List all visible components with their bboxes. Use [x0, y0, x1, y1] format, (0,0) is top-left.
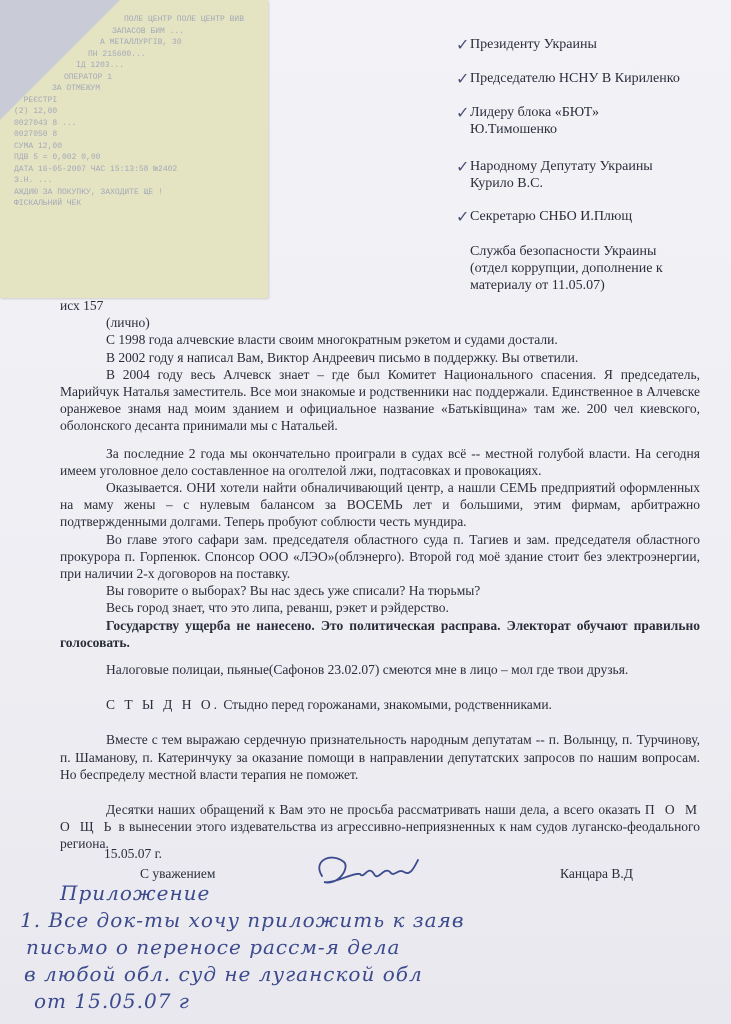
receipt-line: ЗА ОТМЕЖУМ — [52, 84, 101, 93]
receipt-line: 0027043 8 ... — [14, 118, 77, 128]
paragraph-3: В 2004 году весь Алчевск знает – где был Комитет Национального спасения. Я председатель, Марийчук Наталья заместитель. Все мои знакомые и родственники нас поддержали. Единственное в Алчевске оранжевое знамя над моим зданием и официальное название «Батьківщина» там же. 200 чел киевского, оболонского десанта принимали мы с Натальей. — [60, 366, 700, 434]
handwritten-note — [20, 880, 720, 1015]
recipient-snbo — [456, 207, 633, 226]
personal-mark: (лично) — [106, 315, 150, 331]
paragraph-1: С 1998 года алчевские власти своим многократным рэкетом и судами достали. — [106, 332, 558, 348]
handwritten-line: от 15.05.07 г — [34, 989, 190, 1013]
recipient-line-2: Ю.Тимошенко — [470, 122, 558, 137]
receipt-line: АЖДИЮ ЗА ПОКУПКУ, ЗАХОДИТЕ ЩЕ ! — [14, 187, 163, 197]
recipient-line-3: материалу от 11.05.07) — [470, 278, 605, 293]
recipient-byut — [456, 103, 599, 138]
receipt-line: 0027050 8 — [14, 130, 58, 139]
paragraph-8: Весь город знает, что это липа, реванш, рэкет и рэйдерство. — [106, 600, 449, 616]
receipt-line: З.Н. ... — [14, 176, 53, 185]
recipient-line-2: Курило В.С. — [470, 176, 543, 191]
checkmark-icon: ✓ — [456, 69, 470, 88]
paragraph-11 — [60, 696, 700, 713]
receipt-line: ПОЛЕ ЦЕНТР ПОЛЕ ЦЕНТР ВИВ — [124, 15, 245, 24]
handwritten-line: письмо о переносе рассм-я дела — [26, 935, 401, 959]
paragraph-13-b: в вынесении этого издевательства из агрессивно-неприязненных к нам судов луганско-феодального региона. — [60, 819, 700, 852]
receipt-folded-corner — [0, 0, 120, 120]
checkmark-icon: ✓ — [456, 207, 470, 226]
regards-text: С уважением — [140, 866, 216, 881]
recipient-line-2: (отдел коррупции, дополнение к — [470, 261, 663, 276]
help-word: П О М О Щ Ь — [60, 802, 700, 835]
recipient-line: Секретарю СНБО И.Плющ — [470, 209, 633, 224]
shame-rest: Стыдно перед горожанами, знакомыми, родственниками. — [219, 697, 552, 713]
paragraph-4: За последние 2 года мы окончательно проиграли в судах всё -- местной голубой власти. На сегодня имеем уголовное дело составленное на оголтелой лжи, подтасовках и провокациях. — [60, 445, 700, 478]
recipient-line: Народному Депутату Украины — [470, 159, 653, 174]
letter-body — [60, 297, 700, 853]
paragraph-6: Во главе этого сафари зам. председателя областного суда п. Тагиев и зам. председателя областного прокурора п. Горпенюк. Спонсор ООО «ЛЭО»(облэнерго). Второй год моё здание стоит без электроэнергии, при наличии 2-х договоров на поставку. — [60, 531, 700, 582]
handwritten-line: 1. Все док-ты хочу приложить к заяв — [20, 908, 465, 932]
receipt-line: ЗАПАСОВ БИМ ... — [112, 26, 185, 36]
paragraph-5: Оказывается. ОНИ хотели найти обналичивающий центр, а нашли СЕМЬ предприятий оформленных на маму жены – с нулевым балансом за ВОСЕМЬ лет и большими, этим фирмам, арбитражно подтвержденными долгами. Теперь пробуют соблюсти честь мундира. — [60, 480, 700, 530]
recipient-nsnu — [456, 69, 680, 88]
recipient-line: Служба безопасности Украины — [470, 244, 657, 259]
paragraph-9-bold: Государству ущерба не нанесено. Это политическая расправа. Электорат обучают правильно голосовать. — [60, 617, 700, 650]
checkmark-icon: ✓ — [456, 157, 470, 176]
receipt-line: А МЕТАЛЛУРГІВ, 30 — [100, 38, 182, 47]
receipt-line: ДАТА 16-05-2007 ЧАС 15:13:58 №2402 — [14, 164, 178, 174]
paragraph-7: Вы говорите о выборах? Вы нас здесь уже списали? На тюрьмы? — [106, 583, 481, 599]
outgoing-number: исх 157 — [60, 298, 104, 313]
receipt-line: ПН 215600... — [88, 49, 146, 59]
letter-date: 15.05.07 г. — [104, 846, 163, 861]
recipient-line: Лидеру блока «БЮТ» — [470, 105, 599, 120]
receipt-line: ПДВ 5 = 0,002 0,00 — [14, 153, 101, 162]
checkmark-icon: ✓ — [456, 35, 470, 54]
recipient-line: Президенту Украины — [470, 37, 597, 52]
paragraph-2: В 2002 году я написал Вам, Виктор Андреевич письмо в поддержку. Вы ответили. — [106, 349, 579, 365]
recipient-president — [456, 35, 597, 54]
receipt-line: ФІСКАЛЬНИЙ ЧЕК — [14, 199, 82, 208]
handwritten-line: в любой обл. суд не луганской обл — [24, 962, 423, 986]
recipient-deputy — [456, 157, 653, 192]
receipt-line: ІД 1203... — [76, 61, 125, 70]
recipient-line: Председателю НСНУ В Кириленко — [470, 71, 680, 86]
handwritten-line: Приложение — [60, 881, 211, 905]
receipt-line: (2) 12,00 — [14, 107, 58, 116]
paragraph-13-a: Десятки наших обращений к Вам это не просьба рассматривать наши дела, а всего оказать — [106, 802, 645, 818]
paragraph-10: Налоговые полицаи, пьяные(Сафонов 23.02.07) смеются мне в лицо – мол где твои друзья. — [106, 662, 629, 678]
receipt-line: В РЕЄСТРІ — [14, 95, 58, 105]
fiscal-receipt — [0, 0, 268, 298]
paragraph-13 — [60, 801, 700, 853]
paragraph-12: Вместе с тем выражаю сердечную признательность народным депутатам -- п. Волынцу, п. Турчинову, п. Шаманову, п. Катеринчуку за оказание помощи в направлении депутатских запросов по нашим вопросам. Но беспределу местной власти терапия не поможет. — [60, 732, 700, 782]
checkmark-icon: ✓ — [456, 103, 470, 122]
receipt-line: ОПЕРАТОР 1 — [64, 72, 113, 82]
shame-word: С Т Ы Д Н О. — [106, 697, 220, 713]
signer-name: Канцара В.Д — [560, 866, 633, 881]
receipt-line: СУМА 12,00 — [14, 141, 63, 151]
recipient-sbu — [470, 243, 663, 294]
